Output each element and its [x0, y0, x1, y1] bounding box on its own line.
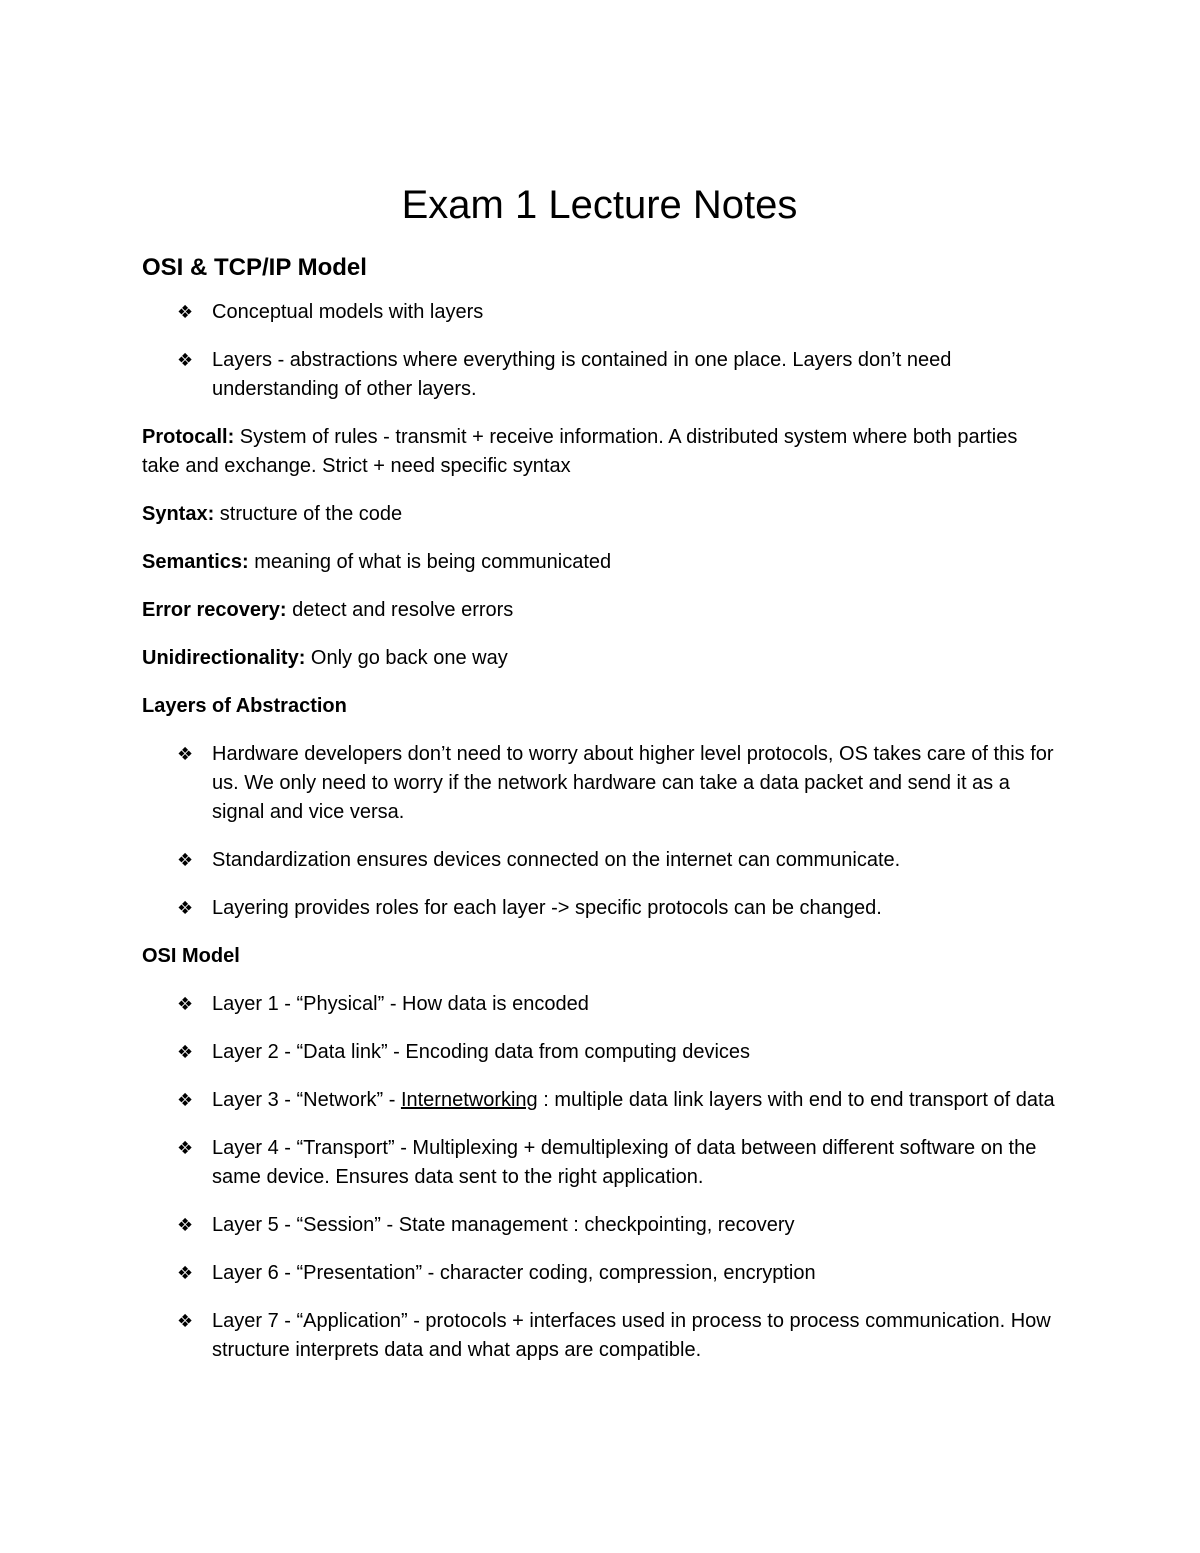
list-item-text: Layers - abstractions where everything is contained in one place. Layers don’t need understanding of other layers. — [212, 349, 952, 400]
diamond-bullet-icon: ❖ — [177, 1263, 194, 1284]
definition-term: Protocall: — [142, 426, 235, 448]
section-heading-osi-model: OSI Model — [142, 945, 240, 967]
definition-syntax — [142, 500, 1057, 529]
definition-text: System of rules - transmit + receive information. A distributed system where both parties take and exchange. Strict + need specific syntax — [142, 426, 1018, 477]
document-content — [142, 250, 1057, 1384]
list-item — [142, 894, 1057, 923]
diamond-bullet-icon: ❖ — [177, 744, 194, 765]
list-item — [142, 346, 1057, 404]
section-heading-osi-tcpip: OSI & TCP/IP Model — [142, 254, 367, 281]
list-item — [142, 740, 1057, 827]
diamond-bullet-icon: ❖ — [177, 1311, 194, 1332]
osi-layer-item — [142, 1086, 1057, 1115]
osi-layer-item — [142, 1307, 1057, 1365]
list-item — [142, 298, 1057, 327]
list-item-suffix: : multiple data link layers with end to end transport of data — [537, 1089, 1055, 1111]
diamond-bullet-icon: ❖ — [177, 1042, 194, 1063]
osi-layer-item — [142, 990, 1057, 1019]
list-item — [142, 846, 1057, 875]
list-item-text: Conceptual models with layers — [212, 301, 484, 323]
diamond-bullet-icon: ❖ — [177, 302, 194, 323]
list-item-text: Layer 1 - “Physical” - How data is encoded — [212, 993, 589, 1015]
list-item-text: Layer 2 - “Data link” - Encoding data from computing devices — [212, 1041, 751, 1063]
osi-layer-item — [142, 1211, 1057, 1240]
section-heading-layers-of-abstraction: Layers of Abstraction — [142, 695, 347, 717]
osi-layer-item — [142, 1134, 1057, 1192]
list-item-text: Hardware developers don’t need to worry about higher level protocols, OS takes care of this for us. We only need to worry if the network hardware can take a data packet and send it as a signal and vice versa. — [212, 743, 1054, 823]
diamond-bullet-icon: ❖ — [177, 850, 194, 871]
list-item-text: Layer 7 - “Application” - protocols + interfaces used in process to process communication. How structure interprets data and what apps are compatible. — [212, 1310, 1051, 1361]
list-item-text: Layer 6 - “Presentation” - character coding, compression, encryption — [212, 1262, 816, 1284]
definition-protocall — [142, 423, 1057, 481]
definition-unidirectionality — [142, 644, 1057, 673]
document-title: Exam 1 Lecture Notes — [401, 183, 798, 227]
definition-text: detect and resolve errors — [286, 599, 514, 621]
osi-tcpip-bullet-list — [142, 298, 1057, 404]
diamond-bullet-icon: ❖ — [177, 898, 194, 919]
definition-term: Syntax: — [142, 503, 215, 525]
list-item-text: Layering provides roles for each layer -> specific protocols can be changed. — [212, 897, 882, 919]
definition-text: structure of the code — [214, 503, 403, 525]
definition-term: Error recovery: — [142, 599, 287, 621]
definition-semantics — [142, 548, 1057, 577]
diamond-bullet-icon: ❖ — [177, 994, 194, 1015]
definition-text: meaning of what is being communicated — [248, 551, 612, 573]
diamond-bullet-icon: ❖ — [177, 350, 194, 371]
list-item-text: Layer 5 - “Session” - State management : checkpointing, recovery — [212, 1214, 795, 1236]
diamond-bullet-icon: ❖ — [177, 1138, 194, 1159]
list-item-text: Layer 4 - “Transport” - Multiplexing + demultiplexing of data between different software on the same device. Ensures data sent to the right application. — [212, 1137, 1037, 1188]
definition-error-recovery — [142, 596, 1057, 625]
osi-layer-item — [142, 1038, 1057, 1067]
list-item-text: Standardization ensures devices connected on the internet can communicate. — [212, 849, 901, 871]
osi-layer-list — [142, 990, 1057, 1365]
osi-layer-item — [142, 1259, 1057, 1288]
abstraction-bullet-list — [142, 740, 1057, 923]
definition-term: Unidirectionality: — [142, 647, 306, 669]
diamond-bullet-icon: ❖ — [177, 1090, 194, 1111]
definition-term: Semantics: — [142, 551, 249, 573]
diamond-bullet-icon: ❖ — [177, 1215, 194, 1236]
internetworking-term: Internetworking — [400, 1089, 538, 1111]
definition-text: Only go back one way — [305, 647, 508, 669]
list-item-prefix: Layer 3 - “Network” - — [212, 1089, 401, 1111]
